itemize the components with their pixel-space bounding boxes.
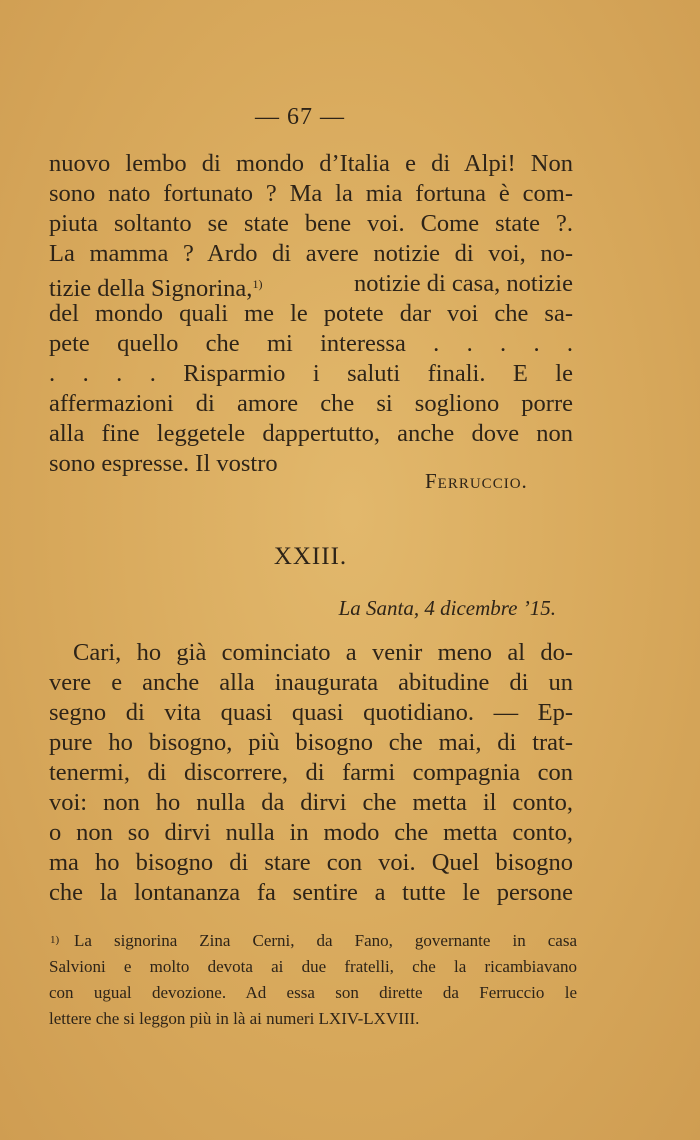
text-line: del mondo quali me le potete dar voi che sa- [49,300,573,327]
text-line: voi: non ho nulla da dirvi che metta il conto, [49,789,573,816]
dateline: La Santa, 4 dicembre ’15. [338,596,556,620]
text-line: vere e anche alla inaugurata abitudine di un [49,669,573,696]
text-line: . . . . Risparmio i saluti finali. E le [49,360,573,387]
page-number: — 67 — [255,104,345,130]
text-line: pure ho bisogno, più bisogno che mai, di trat- [49,729,573,756]
text-line: tenermi, di discorrere, di farmi compagnia con [49,759,573,786]
footnote-marker: 1) [50,934,60,946]
text-line: o non so dirvi nulla in modo che metta conto, [49,819,573,846]
text-line: che la lontananza fa sentire a tutte le persone [49,879,573,906]
text-line: nuovo lembo di mondo d’Italia e di Alpi! Non [49,150,573,177]
footnote-line: La signorina Zina Cerni, da Fano, governante in casa [74,931,577,950]
text-line: La mamma ? Ardo di avere notizie di voi, no- [49,240,573,267]
text-fragment: notizie di casa, notizie [353,270,573,297]
text-line: pete quello che mi interessa . . . . . [49,330,573,357]
text-line: affermazioni di amore che si sogliono porre [49,390,573,417]
text-line: segno di vita quasi quasi quotidiano. — Ep- [49,699,573,726]
text-line: piuta soltanto se state bene voi. Come state ?. [49,210,573,237]
text-line: sono espresse. Il vostro [49,450,278,477]
text-line: sono nato fortunato ? Ma la mia fortuna è com- [49,180,573,207]
footnote-line: con ugual devozione. Ad essa son dirette da Ferruccio le [49,983,577,1002]
footnote-line: lettere che si leggon più in là ai numeri LXIV-LXVIII. [49,1009,420,1028]
text-line: alla fine leggetele dappertutto, anche dove non [49,420,573,447]
footnote-reference: 1) [252,277,263,291]
text-line: Cari, ho già cominciato a venir meno al do- [73,639,573,666]
section-title: XXIII. [273,543,348,570]
footnote-line: Salvioni e molto devota ai due fratelli, che la ricambiavano [49,957,577,976]
text-fragment: tizie della Signorina, [49,275,253,302]
signature: Ferruccio. [425,469,528,493]
text-line: ma ho bisogno di stare con voi. Quel bisogno [49,849,573,876]
